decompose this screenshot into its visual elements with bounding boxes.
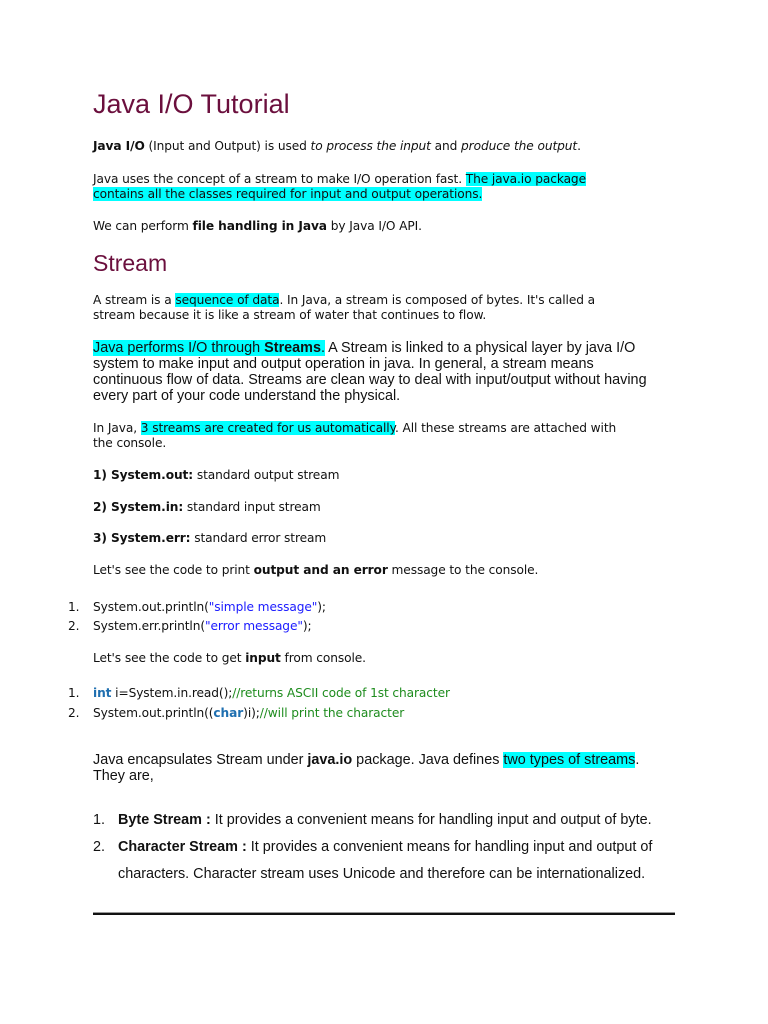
intro-paragraph-2: Java uses the concept of a stream to make I/O operation fast. The java.io package contains all the classes required for input and output operations.: [93, 172, 586, 201]
code-comment: //will print the character: [259, 706, 405, 720]
code-string: "simple message": [208, 600, 318, 614]
code-comment: //returns ASCII code of 1st character: [232, 686, 450, 700]
highlight: two types of streams: [503, 752, 636, 768]
bold-term: Java I/O: [93, 139, 145, 153]
section-heading-stream: Stream: [93, 250, 168, 276]
highlight: The java.io package: [465, 172, 586, 186]
code-keyword: int: [93, 686, 112, 700]
horizontal-rule: [93, 912, 675, 915]
line-number: 1.: [68, 600, 80, 614]
highlight: sequence of data: [175, 293, 280, 307]
stream-item: 2) System.in: standard input stream: [93, 500, 321, 514]
intro-paragraph-1: Java I/O (Input and Output) is used to process the input and produce the output.: [93, 139, 581, 153]
stream-paragraph-1: A stream is a sequence of data. In Java, a stream is composed of bytes. It's called a stream because it is like a stream of water that continues to flow.: [93, 293, 595, 322]
highlight: Java performs I/O through Streams.: [93, 340, 325, 356]
list-number: 2.: [93, 839, 106, 855]
stream-item: 3) System.err: standard error stream: [93, 531, 327, 545]
highlight: contains all the classes required for input and output operations.: [93, 187, 483, 201]
stream-paragraph-2: Java performs I/O through Streams. A Stream is linked to a physical layer by java I/O system to make input and output operation in java. In general, a stream means continuous flow of data. Streams are clean way to deal with input/output without having every part of your code understand the physical.: [93, 340, 647, 404]
stream-paragraph-4: Let's see the code to print output and an error message to the console.: [93, 563, 539, 577]
code-keyword: char: [213, 706, 244, 720]
highlight: 3 streams are created for us automatically: [140, 421, 395, 435]
stream-paragraph-3: In Java, 3 streams are created for us automatically. All these streams are attached with the console.: [93, 421, 617, 450]
line-number: 2.: [68, 619, 80, 633]
stream-paragraph-5: Let's see the code to get input from console.: [93, 651, 366, 665]
list-number: 1.: [93, 812, 106, 828]
line-number: 1.: [68, 686, 80, 700]
code-string: "error message": [204, 619, 303, 633]
stream-paragraph-6: Java encapsulates Stream under java.io package. Java defines two types of streams. They are,: [93, 752, 640, 784]
page-title: Java I/O Tutorial: [93, 89, 290, 119]
stream-item: 1) System.out: standard output stream: [93, 468, 340, 482]
line-number: 2.: [68, 706, 80, 720]
intro-paragraph-3: We can perform file handling in Java by Java I/O API.: [93, 219, 422, 233]
